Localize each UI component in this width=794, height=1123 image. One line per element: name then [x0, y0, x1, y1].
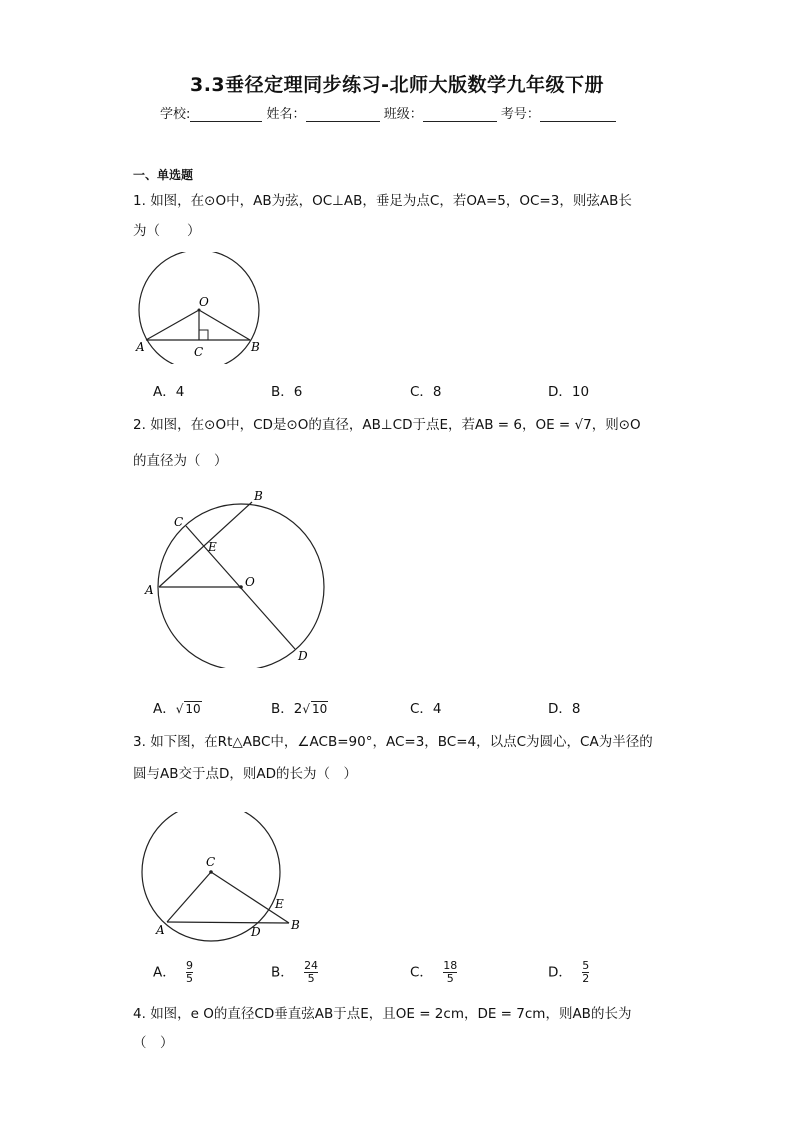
q3-d-denominator: 2: [582, 972, 590, 985]
question-3-line2: 圆与AB交于点D，则AD的长为（ ）: [133, 766, 358, 782]
school-label: 学校:: [160, 107, 191, 122]
figure-q3-triangle-circle: [140, 812, 315, 947]
q3-b-numerator: 24: [304, 959, 319, 972]
question-2-line1: [133, 416, 641, 434]
q1-option-c[interactable]: C．8: [410, 384, 442, 400]
q3-segment-ab: [167, 922, 289, 923]
q1-option-d[interactable]: D．10: [548, 384, 590, 400]
q3-label-d: D: [251, 925, 261, 939]
q2-label-e: E: [208, 540, 217, 554]
question-1-number: 1.: [133, 193, 146, 209]
q3-option-d[interactable]: [548, 960, 589, 985]
q3-option-d-letter: D．: [548, 964, 572, 981]
question-4-line1: [133, 1005, 631, 1023]
student-info-line: [160, 103, 616, 122]
class-blank: [423, 107, 497, 122]
question-4-number: 4.: [133, 1006, 146, 1022]
q3-option-a-fraction: [186, 960, 193, 985]
q3-label-c: C: [206, 855, 216, 869]
q1-option-b[interactable]: B．6: [271, 384, 303, 400]
q3-option-b[interactable]: [271, 960, 318, 985]
q2-option-a-radicand: 10: [185, 702, 201, 716]
question-1-text: 如图，在⊙O中，AB为弦，OC⊥AB，垂足为点C，若OA=5，OC=3，则弦AB长: [150, 193, 632, 209]
exam-no-blank: [540, 107, 616, 122]
q2-option-b[interactable]: B．2√ 10: [271, 701, 328, 717]
q2-label-c: C: [174, 515, 184, 529]
q3-center-dot: [209, 870, 213, 874]
q3-option-d-fraction: [582, 960, 589, 985]
q3-circle: [142, 812, 280, 941]
q2-label-d: D: [298, 649, 308, 663]
q3-a-denominator: 5: [186, 972, 194, 985]
q1-segment-oa: [146, 310, 199, 340]
q2-label-b: B: [254, 489, 263, 503]
q3-option-b-fraction: [304, 960, 318, 985]
question-3-number: 3.: [133, 734, 146, 750]
q3-c-denominator: 5: [446, 972, 454, 985]
q3-segment-ca: [167, 872, 211, 922]
q3-option-c[interactable]: [410, 960, 457, 985]
q3-option-c-letter: C．: [410, 964, 433, 981]
class-label: 班级：: [383, 107, 423, 122]
q1-option-a[interactable]: A．4: [153, 384, 185, 400]
q1-label-b: B: [251, 340, 260, 354]
q2-option-b-letter: B．: [271, 701, 294, 717]
q2-option-d[interactable]: D．8: [548, 701, 581, 717]
name-blank: [306, 107, 380, 122]
question-2-text: 如图，在⊙O中，CD是⊙O的直径，AB⊥CD于点E，若AB = 6，OE = √7，则⊙O: [150, 417, 641, 433]
q2-option-c[interactable]: C．4: [410, 701, 442, 717]
question-4-text: 如图，e O的直径CD垂直弦AB于点E，且OE = 2cm，DE = 7cm，则AB的长为: [150, 1006, 632, 1022]
q2-option-a[interactable]: A．√ 10: [153, 701, 201, 717]
section-title: 一、单选题: [133, 168, 194, 182]
q3-label-e: E: [275, 897, 284, 911]
question-4-line2: （ ）: [133, 1035, 174, 1051]
q3-a-numerator: 9: [186, 959, 194, 972]
school-blank: [190, 107, 262, 122]
q1-segment-ob: [199, 310, 250, 340]
question-1-line1: [133, 192, 632, 210]
question-3-line1: [133, 733, 653, 751]
q2-option-b-radicand: 10: [312, 702, 328, 716]
exam-no-label: 考号：: [500, 107, 540, 122]
q3-option-b-letter: B．: [271, 964, 294, 981]
q3-label-a: A: [156, 923, 165, 937]
q2-option-b-coef: 2: [293, 701, 303, 717]
q1-label-c: C: [194, 345, 204, 359]
page-title: 3.3垂径定理同步练习-北师大版数学九年级下册: [189, 74, 605, 96]
q1-label-a: A: [136, 340, 145, 354]
q1-label-o: O: [199, 295, 209, 309]
name-label: 姓名：: [266, 107, 306, 122]
question-2-number: 2.: [133, 417, 146, 433]
question-2-line2: 的直径为（ ）: [133, 453, 228, 469]
q3-option-c-fraction: [443, 960, 457, 985]
q2-label-o: O: [245, 575, 255, 589]
q3-label-b: B: [291, 918, 300, 932]
q1-right-angle-mark: [199, 330, 208, 340]
q2-chord-ab: [159, 502, 252, 587]
q2-center-dot: [239, 585, 243, 589]
q2-option-a-letter: A．: [153, 701, 176, 717]
q3-option-a[interactable]: [153, 960, 193, 985]
question-1-line2: 为（ ）: [133, 223, 201, 239]
q3-c-numerator: 18: [443, 959, 458, 972]
q3-d-numerator: 5: [582, 959, 590, 972]
figure-q2-circle-diameter: [140, 488, 340, 668]
figure-q1-circle-chord: [130, 252, 280, 364]
q3-option-a-letter: A．: [153, 964, 176, 981]
q3-b-denominator: 5: [307, 972, 315, 985]
q2-label-a: A: [145, 583, 154, 597]
question-3-text: 如下图，在Rt△ABC中，∠ACB=90°，AC=3，BC=4，以点C为圆心，CA为半径的: [150, 734, 653, 750]
